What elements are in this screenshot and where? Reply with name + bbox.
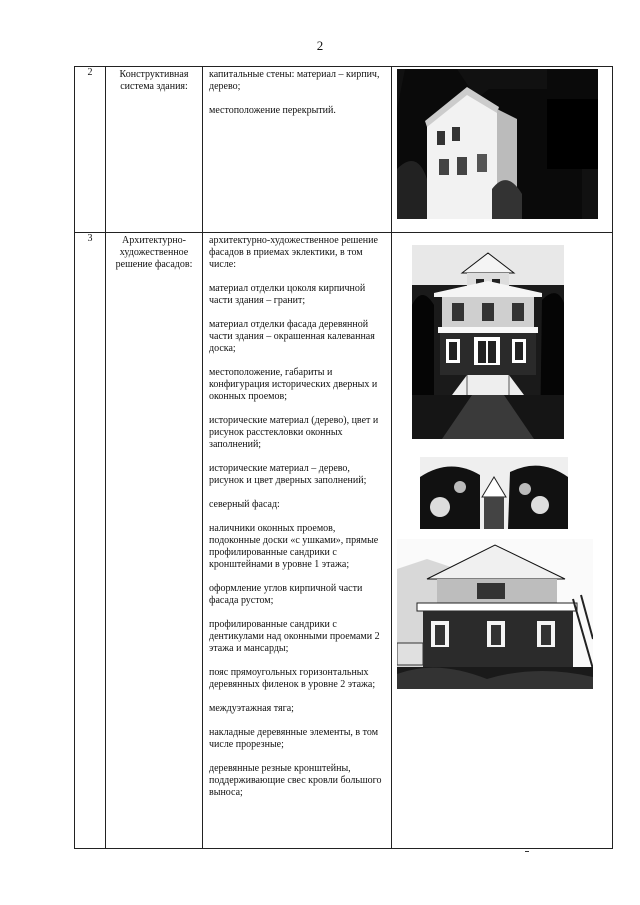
description-paragraph: междуэтажная тяга; xyxy=(209,703,294,714)
row-photo-cell xyxy=(392,233,613,849)
table-row-3 xyxy=(75,233,613,849)
row-name-cell xyxy=(106,67,203,233)
description-paragraph: местоположение, габариты и конфигурация исторических дверных и оконных проемов; xyxy=(209,367,378,402)
description-paragraph: пояс прямоугольных горизонтальных деревянных филенок в уровне 2 этажа; xyxy=(209,667,376,690)
row-number: 2 xyxy=(87,67,93,78)
photo-house-detail xyxy=(420,457,568,529)
photo-house-front xyxy=(412,245,564,439)
row-name: Архитектурно-художественное решение фасадов: xyxy=(115,235,193,270)
description-paragraph: исторические материал – дерево, рисунок и цвет дверных заполнений; xyxy=(209,463,367,486)
description-paragraph: архитектурно-художественное решение фасадов в приемах эклектики, в том числе: xyxy=(209,235,378,270)
row-number-cell xyxy=(75,67,106,233)
description-paragraph: наличники оконных проемов, подоконные доски «с ушками», прямые профилированные сандрики с кронштейнами в уровне 1 этажа; xyxy=(209,523,379,570)
row-photo-cell xyxy=(392,67,613,233)
row-description-cell xyxy=(203,67,392,233)
description-paragraph: оформление углов кирпичной части фасада рустом; xyxy=(209,583,363,606)
page-number: 2 xyxy=(316,38,324,53)
description-paragraph: северный фасад: xyxy=(209,499,280,510)
row-name-cell xyxy=(106,233,203,849)
page-mark xyxy=(525,851,529,852)
description-paragraph: профилированные сандрики с дентикулами над оконными проемами 2 этажа и мансарды; xyxy=(209,619,380,654)
table-row-2 xyxy=(75,67,613,233)
object-description-table xyxy=(74,66,613,849)
description-paragraph: капитальные стены: материал – кирпич, дерево; xyxy=(209,69,380,92)
photo-house-corner xyxy=(397,69,598,219)
description-paragraph: материал отделки цоколя кирпичной части здания – гранит; xyxy=(209,283,366,306)
description-paragraph: исторические материал (дерево), цвет и рисунок расстекловки оконных заполнений; xyxy=(209,415,379,450)
description-paragraph: деревянные резные кронштейны, поддерживающие свес кровли большого выноса; xyxy=(209,763,382,798)
description-paragraph: накладные деревянные элементы, в том числе прорезные; xyxy=(209,727,379,750)
description-paragraph: материал отделки фасада деревянной части здания – окрашенная калеванная доска; xyxy=(209,319,375,354)
row-name: Конструктивная система здания: xyxy=(119,69,189,92)
row-description-cell xyxy=(203,233,392,849)
row-number-cell xyxy=(75,233,106,849)
row-number: 3 xyxy=(87,233,93,244)
description-paragraph: местоположение перекрытий. xyxy=(209,105,336,116)
photo-house-side xyxy=(397,539,593,689)
